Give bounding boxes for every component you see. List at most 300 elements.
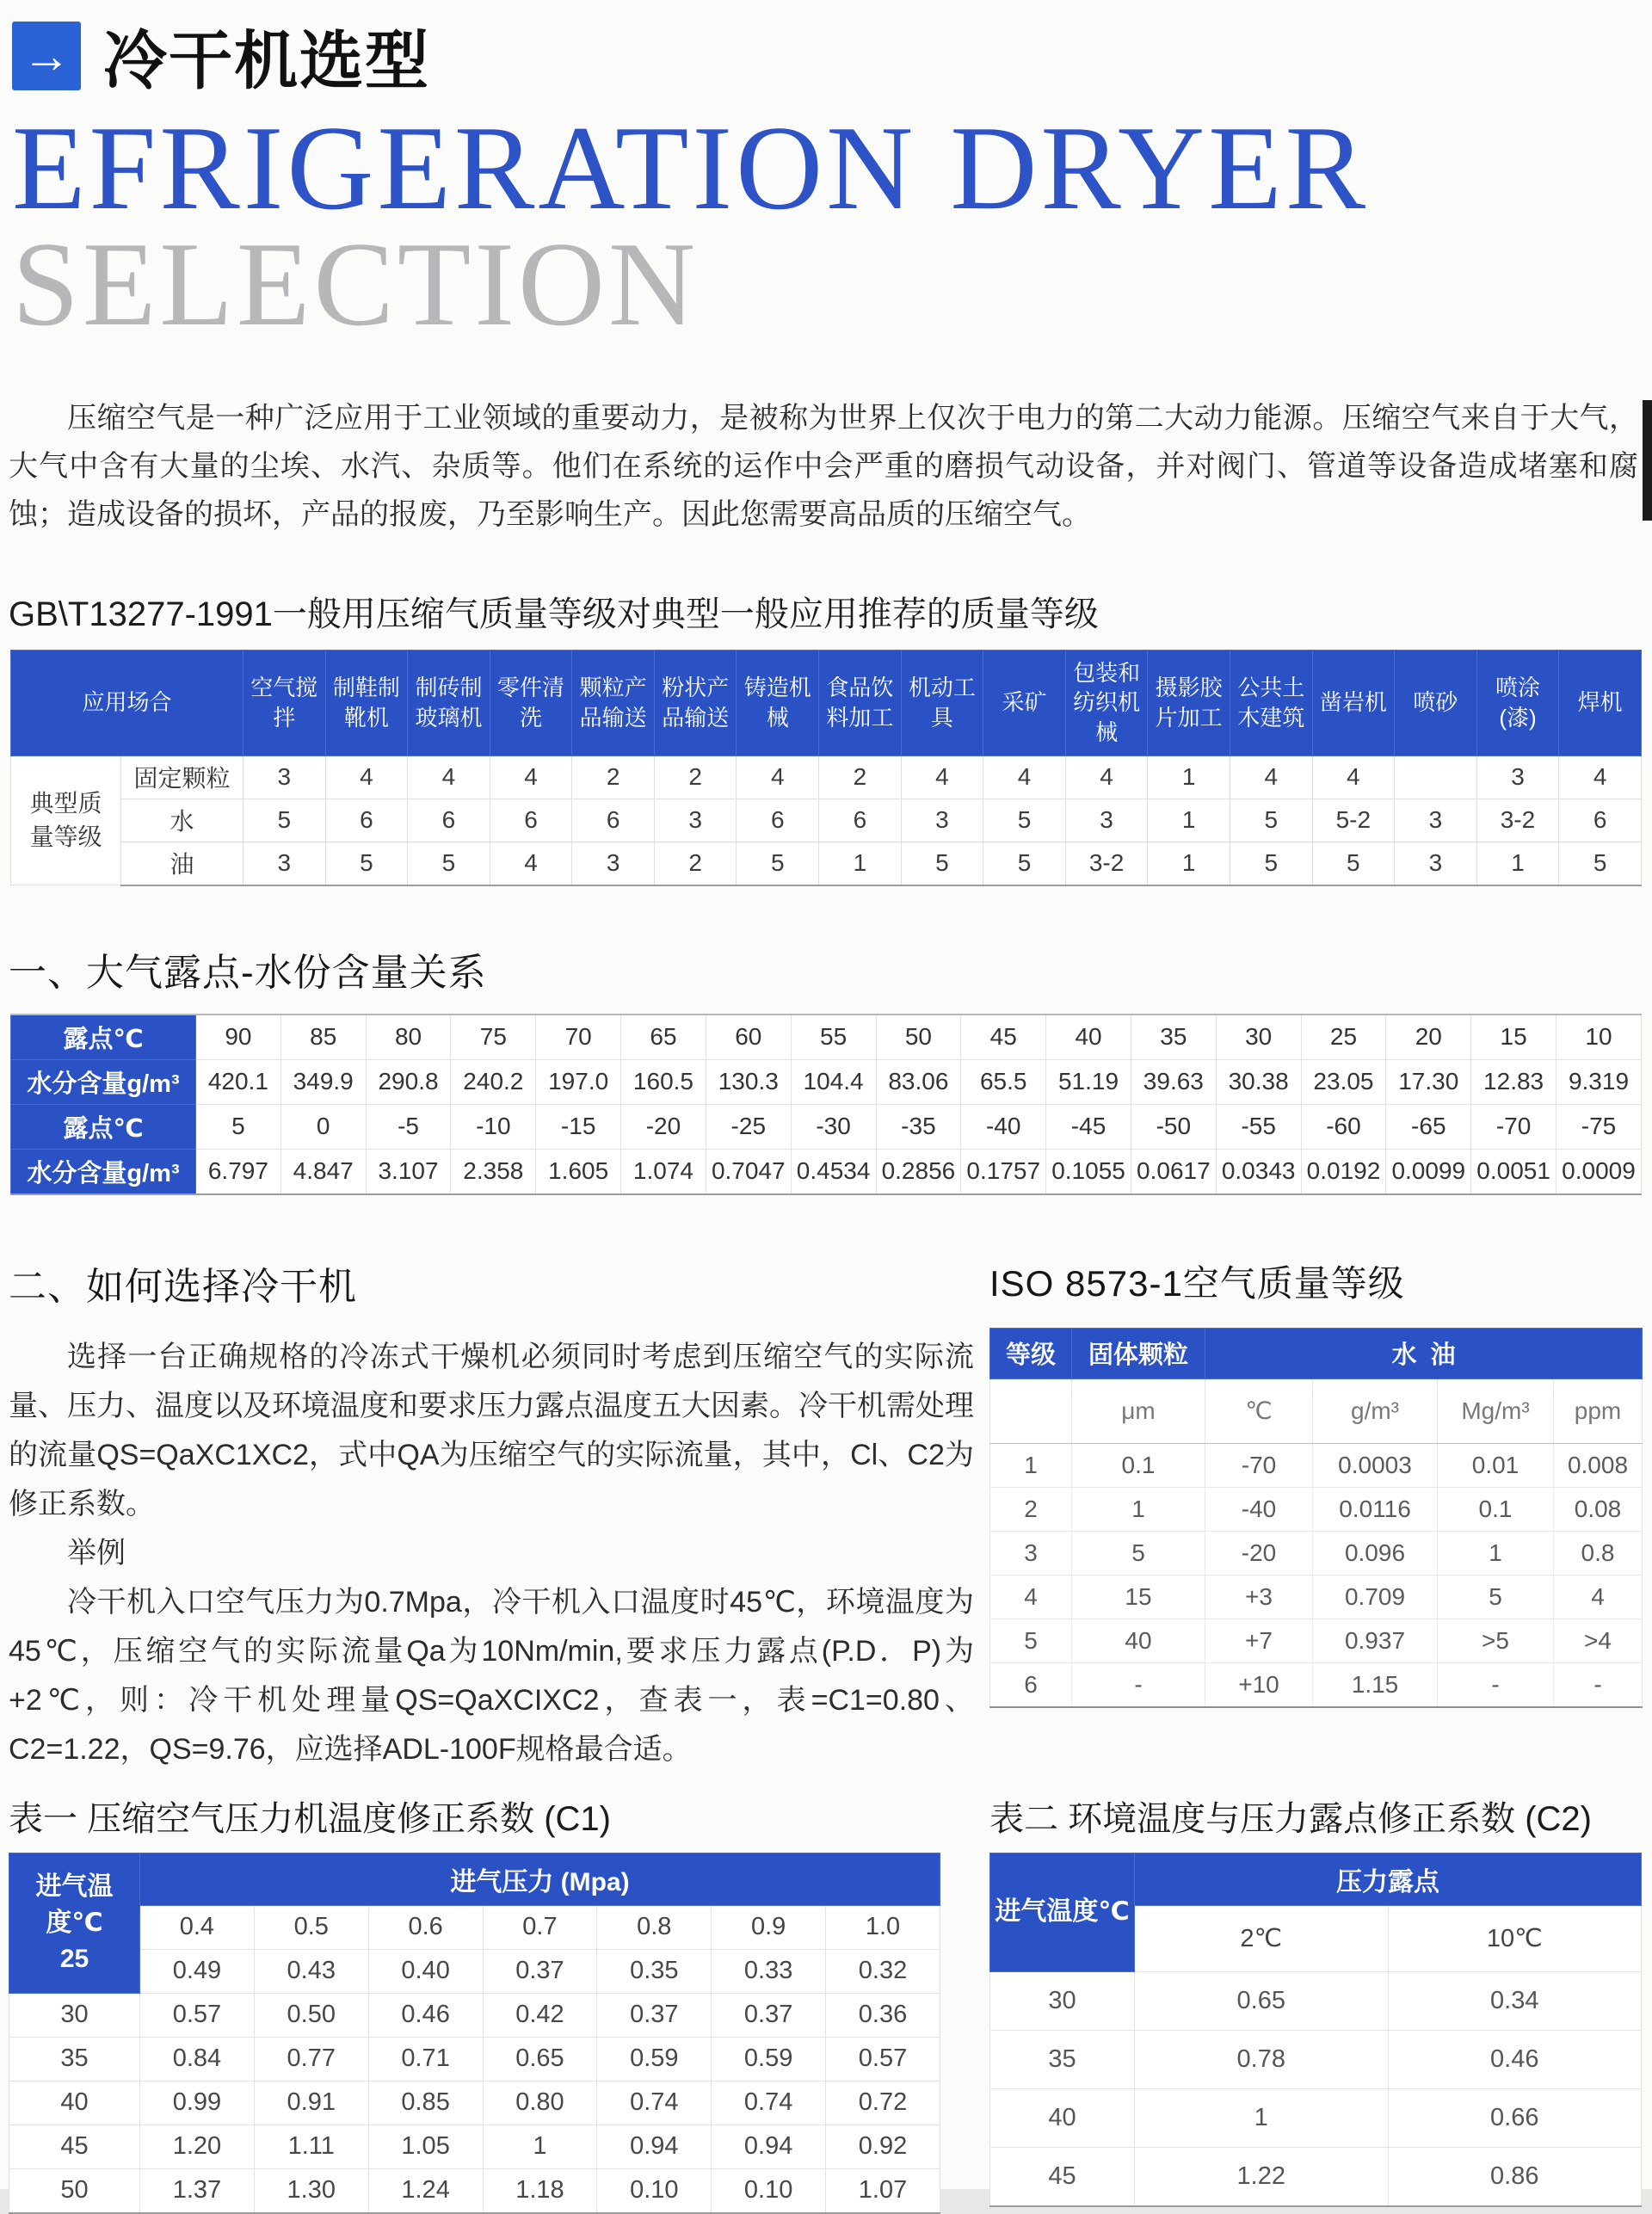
pressure-cell: 0.6	[368, 1905, 483, 1949]
c1-row	[9, 2081, 940, 2125]
c1-corner-value: 25	[59, 1944, 89, 1973]
cell: 0.57	[140, 1993, 255, 2037]
grade-cell: 2	[990, 1487, 1072, 1531]
cell: 3	[243, 755, 326, 799]
cell: 6	[819, 799, 902, 842]
cell: 12.83	[1471, 1059, 1556, 1104]
cell: -75	[1556, 1104, 1642, 1149]
cell: 15	[1072, 1575, 1205, 1619]
cell: 0.1	[1072, 1443, 1205, 1487]
cell: 1	[1148, 842, 1230, 885]
cell: 6	[408, 799, 490, 842]
cell: 3.107	[366, 1149, 451, 1194]
cell: 3-2	[1065, 842, 1148, 885]
cell: 0.42	[483, 1993, 597, 2037]
cell: 130.3	[706, 1059, 791, 1104]
cell: 1.37	[140, 2168, 255, 2213]
iso-row	[990, 1487, 1643, 1531]
table-c1-block	[9, 1792, 940, 2214]
cell: 5	[196, 1104, 281, 1149]
c2-header-row	[990, 1853, 1642, 1905]
cell: 5	[325, 842, 408, 885]
arrow-icon	[12, 22, 81, 90]
example-label: 举例	[67, 1536, 126, 1570]
cell: 0.0051	[1471, 1149, 1556, 1194]
cell: 6	[737, 799, 819, 842]
grade-cell: 6	[990, 1662, 1072, 1707]
section1-title: 一、大气露点-水份含量关系	[9, 951, 487, 994]
cell: -25	[706, 1104, 791, 1149]
cell: 0.7047	[706, 1149, 791, 1194]
cell: 1	[1148, 799, 1230, 842]
cell: 5	[901, 842, 983, 885]
table-c2-title: 表二 环境温度与压力露点修正系数 (C2)	[989, 1799, 1592, 1838]
cell: 0.4534	[791, 1149, 876, 1194]
iso-column	[989, 1255, 1642, 1708]
cell: 1.05	[368, 2125, 483, 2168]
masthead	[0, 0, 1652, 351]
gb-col: 零件清洗	[490, 650, 572, 755]
cell: 2	[572, 755, 655, 799]
iso-solid-header: 固体颗粒	[1072, 1328, 1205, 1378]
cell: 290.8	[366, 1059, 451, 1104]
cell: 0.37	[712, 1993, 826, 2037]
c2-row	[990, 2147, 1642, 2206]
table-c1-title: 表一 压缩空气压力机温度修正系数 (C1)	[9, 1799, 611, 1838]
c1-corner-label: 进气温度℃	[35, 1872, 114, 1937]
temp-cell: 30	[990, 1971, 1135, 2030]
cell: 4	[1230, 755, 1312, 799]
cell: 4	[1554, 1575, 1643, 1619]
cell: 4	[983, 755, 1066, 799]
cell: 0.34	[1388, 1971, 1642, 2030]
c1-row	[9, 1993, 940, 2037]
c2-row	[990, 2088, 1642, 2147]
gb-quality-table	[10, 650, 1642, 886]
iso-table	[989, 1328, 1643, 1708]
pressure-cell: 1.0	[826, 1905, 940, 1949]
cell: 349.9	[280, 1059, 366, 1104]
cell: 3	[1476, 755, 1559, 799]
cell: 4	[1312, 755, 1395, 799]
cell: 23.05	[1301, 1059, 1386, 1104]
cell: -10	[451, 1104, 536, 1149]
cell: 0.37	[483, 1949, 597, 1993]
cell: 2	[654, 842, 737, 885]
cell: 39.63	[1131, 1059, 1216, 1104]
cell: 0.1055	[1046, 1149, 1131, 1194]
cell: 55	[791, 1014, 876, 1060]
cell: 0.65	[1135, 1971, 1389, 2030]
cell: 0.32	[826, 1949, 940, 1993]
gb-col: 喷涂(漆)	[1476, 650, 1559, 755]
gb-col: 包装和纺织机械	[1065, 650, 1148, 755]
gb-col: 摄影胶片加工	[1148, 650, 1230, 755]
gb-row-oil	[11, 842, 1642, 885]
cell: +7	[1205, 1619, 1313, 1662]
temp-cell: 45	[990, 2147, 1135, 2206]
cell: -30	[791, 1104, 876, 1149]
intro-paragraph: 压缩空气是一种广泛应用于工业领域的重要动力，是被称为世界上仅次于电力的第二大动力能源。压缩空气来自于大气，大气中含有大量的尘埃、水汽、杂质等。他们在系统的运作中会严重的磨损气动设备，并对阀门、管道等设备造成堵塞和腐蚀；造成设备的损坏，产品的报废，乃至影响生产。因此您需要高品质的压缩空气。	[9, 401, 1638, 531]
cell: 0.40	[368, 1949, 483, 1993]
cell: 5	[243, 799, 326, 842]
cell: 90	[196, 1014, 281, 1060]
cell: 0.0099	[1386, 1149, 1471, 1194]
cell: 0.84	[140, 2037, 255, 2081]
cell: 1.11	[254, 2125, 368, 2168]
cell: 4	[1559, 755, 1642, 799]
gb-row-label: 油	[121, 842, 243, 885]
cell: -20	[1205, 1531, 1313, 1575]
cell: 51.19	[1046, 1059, 1131, 1104]
cell: 104.4	[791, 1059, 876, 1104]
cell: 6.797	[196, 1149, 281, 1194]
cell: 3	[243, 842, 326, 885]
cell: 5	[1072, 1531, 1205, 1575]
dew-row-label: 露点℃	[11, 1104, 196, 1149]
gb-col: 粉状产品输送	[654, 650, 737, 755]
dew-row	[11, 1014, 1642, 1060]
cell: 85	[280, 1014, 366, 1060]
dew-row	[11, 1059, 1642, 1104]
iso-row	[990, 1619, 1643, 1662]
c2-row	[990, 1971, 1642, 2030]
cell: 65	[621, 1014, 706, 1060]
cell: 197.0	[536, 1059, 621, 1104]
title-english-line1: EFRIGERATION DRYER	[12, 102, 1370, 235]
page-title: 冷干机选型	[103, 25, 430, 96]
cell: 0.0116	[1313, 1487, 1438, 1531]
cell: 0.74	[712, 2081, 826, 2125]
cell: -	[1554, 1662, 1643, 1707]
dew-row	[11, 1149, 1642, 1194]
dew-row-label: 水分含量g/m³	[11, 1059, 196, 1104]
gb-col: 铸造机械	[737, 650, 819, 755]
cell: 0.01	[1438, 1443, 1554, 1487]
cell: 0.85	[368, 2081, 483, 2125]
cell: 0.43	[254, 1949, 368, 1993]
gb-row-group-label: 典型质量等级	[11, 755, 121, 885]
correction-table-c1	[9, 1853, 940, 2214]
dew-row-label: 水分含量g/m³	[11, 1149, 196, 1194]
cell: 0.80	[483, 2081, 597, 2125]
cell: >5	[1438, 1619, 1554, 1662]
unit-cell: Mg/m³	[1438, 1378, 1554, 1443]
table-c2-block	[989, 1792, 1642, 2207]
cell: -40	[1205, 1487, 1313, 1531]
iso-header-row	[990, 1328, 1643, 1378]
cell: 0.78	[1135, 2030, 1389, 2088]
pressure-cell: 0.9	[712, 1905, 826, 1949]
cell: 0.46	[368, 1993, 483, 2037]
grade-cell: 1	[990, 1443, 1072, 1487]
cell: 1	[483, 2125, 597, 2168]
gb-col: 颗粒产品输送	[572, 650, 655, 755]
cell: 0.49	[140, 1949, 255, 1993]
c1-span-header: 进气压力 (Mpa)	[140, 1853, 940, 1905]
cell: 4	[737, 755, 819, 799]
temp-cell: 30	[9, 1993, 140, 2037]
cell: -70	[1471, 1104, 1556, 1149]
c1-row-25	[9, 1949, 940, 1993]
cell: 0.65	[483, 2037, 597, 2081]
dew-row-label: 露点℃	[11, 1014, 196, 1060]
c1-corner	[9, 1853, 140, 1993]
gb-col: 机动工具	[901, 650, 983, 755]
cell: 0.0003	[1313, 1443, 1438, 1487]
cell: -70	[1205, 1443, 1313, 1487]
cell: 0.94	[712, 2125, 826, 2168]
gb-col: 采矿	[983, 650, 1066, 755]
cell: 2	[819, 755, 902, 799]
cell: 6	[572, 799, 655, 842]
cell: 5	[1230, 842, 1312, 885]
cell: 40	[1046, 1014, 1131, 1060]
iso-units-row	[990, 1378, 1643, 1443]
temp-cell: 40	[990, 2088, 1135, 2147]
cell: 45	[961, 1014, 1046, 1060]
cell: +3	[1205, 1575, 1313, 1619]
dew-point-table	[10, 1014, 1642, 1195]
cell: 25	[1301, 1014, 1386, 1060]
cell: 80	[366, 1014, 451, 1060]
cell: 4	[490, 842, 572, 885]
cell: 0.08	[1554, 1487, 1643, 1531]
cell: -45	[1046, 1104, 1131, 1149]
cell: 5	[1230, 799, 1312, 842]
unit-cell: g/m³	[1313, 1378, 1438, 1443]
cell: 1.15	[1313, 1662, 1438, 1707]
cell: 30	[1216, 1014, 1301, 1060]
cell: -50	[1131, 1104, 1216, 1149]
cell: 0.096	[1313, 1531, 1438, 1575]
dewpoint-cell: 2℃	[1135, 1905, 1389, 1971]
cell: 0.008	[1554, 1443, 1643, 1487]
cell: 1	[819, 842, 902, 885]
cell: -40	[961, 1104, 1046, 1149]
cell: 1.30	[254, 2168, 368, 2213]
cell: 0.10	[597, 2168, 712, 2213]
c1-row	[9, 2037, 940, 2081]
cell: 17.30	[1386, 1059, 1471, 1104]
c1-header-row	[9, 1853, 940, 1905]
c1-row	[9, 2168, 940, 2213]
cell: 0.1	[1438, 1487, 1554, 1531]
cell: 0.10	[712, 2168, 826, 2213]
cell: 0.72	[826, 2081, 940, 2125]
arrow-glyph: →	[22, 28, 71, 83]
dewpoint-cell: 10℃	[1388, 1905, 1642, 1971]
cell: 0.50	[254, 1993, 368, 2037]
iso-row	[990, 1662, 1643, 1707]
title-english-line2: SELECTION	[12, 217, 700, 351]
cell: -20	[621, 1104, 706, 1149]
cell: 0.91	[254, 2081, 368, 2125]
cell: 0	[280, 1104, 366, 1149]
cell: 65.5	[961, 1059, 1046, 1104]
cell: 50	[876, 1014, 961, 1060]
cell: 5	[737, 842, 819, 885]
iso-row	[990, 1443, 1643, 1487]
cell: -35	[876, 1104, 961, 1149]
unit-cell: ℃	[1205, 1378, 1313, 1443]
cell: +10	[1205, 1662, 1313, 1707]
cell: 0.99	[140, 2081, 255, 2125]
cell: 10	[1556, 1014, 1642, 1060]
correction-tables-zone	[0, 1792, 1652, 2214]
cell: -65	[1386, 1104, 1471, 1149]
cell: 3	[1065, 799, 1148, 842]
cell: 420.1	[196, 1059, 281, 1104]
cell: 0.35	[597, 1949, 712, 1993]
cell: 5	[408, 842, 490, 885]
cell: 0.0343	[1216, 1149, 1301, 1194]
gb-row-label: 水	[121, 799, 243, 842]
cell: 4	[1065, 755, 1148, 799]
gb-col: 空气搅拌	[243, 650, 326, 755]
cell: 75	[451, 1014, 536, 1060]
cell: 0.1757	[961, 1149, 1046, 1194]
cell: 5	[983, 842, 1066, 885]
cell	[1395, 755, 1477, 799]
cell: 3	[901, 799, 983, 842]
cell: 1.074	[621, 1149, 706, 1194]
unit-cell: μm	[1072, 1378, 1205, 1443]
cell: 60	[706, 1014, 791, 1060]
gb-header-row	[11, 650, 1642, 755]
cell: 0.0192	[1301, 1149, 1386, 1194]
cell: 0.36	[826, 1993, 940, 2037]
cell: -15	[536, 1104, 621, 1149]
dew-row	[11, 1104, 1642, 1149]
cell: 0.71	[368, 2037, 483, 2081]
temp-cell: 35	[990, 2030, 1135, 2088]
grade-cell: 3	[990, 1531, 1072, 1575]
cell: 4	[408, 755, 490, 799]
howto-and-iso-zone	[0, 1255, 1652, 1774]
cell: 0.46	[1388, 2030, 1642, 2088]
cell: 1.18	[483, 2168, 597, 2213]
howto-column	[9, 1255, 974, 1774]
cell: 20	[1386, 1014, 1471, 1060]
unit-cell: ppm	[1554, 1378, 1643, 1443]
gb-col: 制砖制玻璃机	[408, 650, 490, 755]
correction-table-c2	[989, 1853, 1642, 2207]
cell: 4	[325, 755, 408, 799]
gb-col: 喷砂	[1395, 650, 1477, 755]
cell: 3	[1395, 842, 1477, 885]
cell: 0.709	[1313, 1575, 1438, 1619]
gb-row-solid	[11, 755, 1642, 799]
cell: -	[1438, 1662, 1554, 1707]
cell: 4	[490, 755, 572, 799]
c2-corner: 进气温度℃	[990, 1853, 1135, 1971]
pressure-cell: 0.7	[483, 1905, 597, 1949]
temp-cell: 35	[9, 2037, 140, 2081]
header-row	[12, 10, 1640, 102]
gb-col: 公共土木建筑	[1230, 650, 1312, 755]
howto-paragraph2: 冷干机入口空气压力为0.7Mpa，冷干机入口温度时45℃，环境温度为45℃，压缩空气的实际流量Qa为10Nm/min,要求压力露点(P.D．P)为+2℃，则：冷干机处理量QS=QaXCIXC2，查表一，表=C1=0.80、C2=1.22，QS=9.76，应选择ADL-100F规格最合适。	[9, 1585, 974, 1766]
cell: 4	[901, 755, 983, 799]
grade-cell: 4	[990, 1575, 1072, 1619]
cell: 5	[1438, 1575, 1554, 1619]
cell: -	[1072, 1662, 1205, 1707]
cell: 0.86	[1388, 2147, 1642, 2206]
gb-row-water	[11, 799, 1642, 842]
cell: 1.605	[536, 1149, 621, 1194]
c1-row	[9, 2125, 940, 2168]
gb-col: 制鞋制靴机	[325, 650, 408, 755]
gb-col: 凿岩机	[1312, 650, 1395, 755]
scan-artifact-bar	[1643, 400, 1652, 521]
cell: 6	[490, 799, 572, 842]
cell: 1	[1476, 842, 1559, 885]
cell: >4	[1554, 1619, 1643, 1662]
cell: 0.66	[1388, 2088, 1642, 2147]
cell: 160.5	[621, 1059, 706, 1104]
cell: 6	[325, 799, 408, 842]
gb-col: 食品饮料加工	[819, 650, 902, 755]
cell: 1.24	[368, 2168, 483, 2213]
iso-table-title: ISO 8573-1空气质量等级	[989, 1262, 1405, 1304]
cell: 6	[1559, 799, 1642, 842]
gb-row-label: 固定颗粒	[121, 755, 243, 799]
cell: 5	[983, 799, 1066, 842]
cell: 0.2856	[876, 1149, 961, 1194]
cell: 1.20	[140, 2125, 255, 2168]
cell: 0.37	[597, 1993, 712, 2037]
temp-cell: 50	[9, 2168, 140, 2213]
cell: 0.59	[597, 2037, 712, 2081]
cell: 2	[654, 755, 737, 799]
cell: 1.22	[1135, 2147, 1389, 2206]
cell: 15	[1471, 1014, 1556, 1060]
cell: -55	[1216, 1104, 1301, 1149]
cell: 3-2	[1476, 799, 1559, 842]
cell: -5	[366, 1104, 451, 1149]
section2-title: 二、如何选择冷干机	[9, 1265, 357, 1308]
c2-span-header: 压力露点	[1135, 1853, 1642, 1905]
cell: 0.77	[254, 2037, 368, 2081]
cell: 0.59	[712, 2037, 826, 2081]
temp-cell: 45	[9, 2125, 140, 2168]
cell: 1	[1135, 2088, 1389, 2147]
cell: 83.06	[876, 1059, 961, 1104]
iso-wateroil-header: 水 油	[1205, 1328, 1643, 1378]
gb-table-title: GB\T13277-1991一般用压缩气质量等级对典型一般应用推荐的质量等级	[9, 595, 1099, 633]
cell: 2.358	[451, 1149, 536, 1194]
cell: 3	[1395, 799, 1477, 842]
cell: 3	[654, 799, 737, 842]
cell: 0.937	[1313, 1619, 1438, 1662]
pressure-cell: 0.5	[254, 1905, 368, 1949]
pressure-cell: 0.4	[140, 1905, 255, 1949]
cell	[990, 1378, 1072, 1443]
cell: 1.07	[826, 2168, 940, 2213]
cell: 0.94	[597, 2125, 712, 2168]
cell: 35	[1131, 1014, 1216, 1060]
iso-row	[990, 1575, 1643, 1619]
cell: 0.33	[712, 1949, 826, 1993]
cell: 40	[1072, 1619, 1205, 1662]
cell: 1	[1072, 1487, 1205, 1531]
cell: 5	[1559, 842, 1642, 885]
howto-paragraph1: 选择一台正确规格的冷冻式干燥机必须同时考虑到压缩空气的实际流量、压力、温度以及环境温度和要求压力露点温度五大因素。冷干机需处理的流量QS=QaXC1XC2，式中QA为压缩空气的实际流量，其中，Cl、C2为修正系数。	[9, 1340, 974, 1520]
cell: 0.92	[826, 2125, 940, 2168]
gb-corner: 应用场合	[11, 650, 243, 755]
cell: 30.38	[1216, 1059, 1301, 1104]
cell: 1	[1438, 1531, 1554, 1575]
